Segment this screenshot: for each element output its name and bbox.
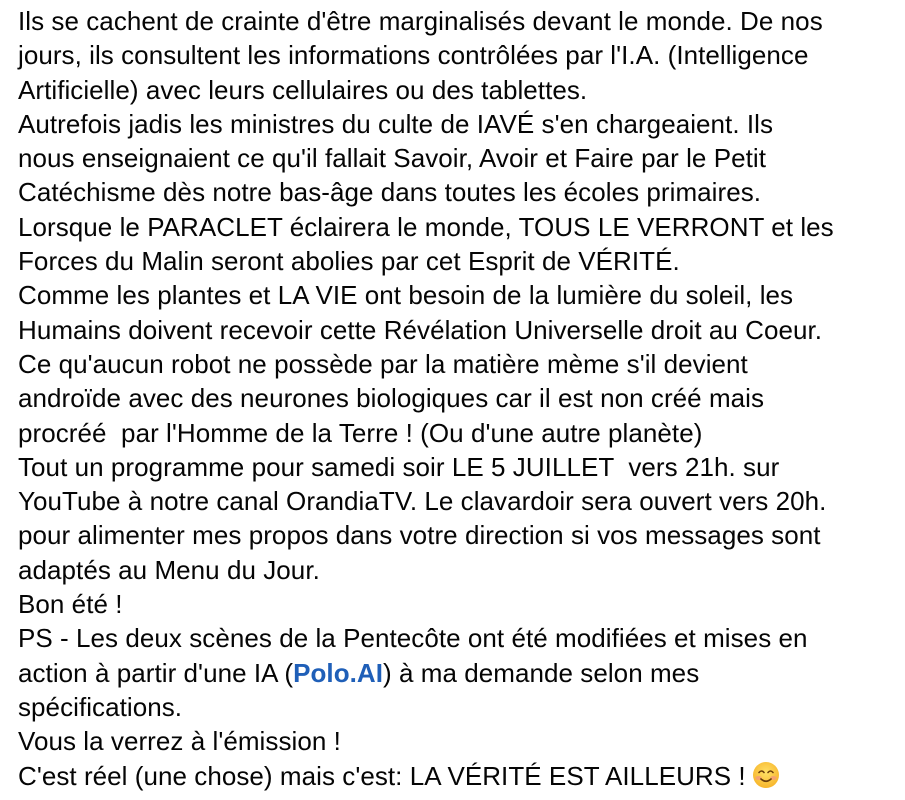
post-line: spécifications. bbox=[18, 691, 183, 722]
post-text-fragment: C'est réel (une chose) mais c'est: LA VÉRITÉ EST AILLEURS ! bbox=[18, 760, 746, 791]
post-text-fragment: action à partir d'une IA ( bbox=[18, 657, 294, 688]
post-line: Vous la verrez à l'émission ! bbox=[18, 726, 341, 757]
post-line: Ils se cachent de crainte d'être marginalisés devant le monde. De nos bbox=[18, 6, 823, 36]
post-line-final bbox=[18, 759, 898, 793]
post-line: pour alimenter mes propos dans votre direction si vos messages sont bbox=[18, 520, 821, 551]
post-line: procréé par l'Homme de la Terre ! (Ou d'une autre planète) bbox=[18, 417, 703, 448]
post-line: nous enseignaient ce qu'il fallait Savoir, Avoir et Faire par le Petit bbox=[18, 143, 766, 174]
post-line: adaptés au Menu du Jour. bbox=[18, 554, 320, 585]
post-line: Tout un programme pour samedi soir LE 5 JUILLET vers 21h. sur bbox=[18, 451, 780, 482]
post-line: PS - Les deux scènes de la Pentecôte ont été modifiées et mises en bbox=[18, 623, 808, 654]
post-line: YouTube à notre canal OrandiaTV. Le clavardoir sera ouvert vers 20h. bbox=[18, 486, 827, 517]
post-line: Forces du Malin seront abolies par cet Esprit de VÉRITÉ. bbox=[18, 246, 680, 277]
post-line: androïde avec des neurones biologiques car il est non créé mais bbox=[18, 383, 765, 414]
post-line: Autrefois jadis les ministres du culte de IAVÉ s'en chargeaient. Ils bbox=[18, 108, 774, 139]
post-line: jours, ils consultent les informations contrôlées par l'I.A. (Intelligence bbox=[18, 40, 809, 71]
post-text-fragment: ) à ma demande selon mes bbox=[383, 657, 700, 688]
post-line: Artificielle) avec leurs cellulaires ou des tablettes. bbox=[18, 74, 588, 105]
post-text bbox=[18, 4, 898, 793]
post-line-with-link bbox=[18, 656, 898, 690]
polo-ai-link[interactable]: Polo.AI bbox=[293, 657, 383, 688]
post-line: Catéchisme dès notre bas-âge dans toutes les écoles primaires. bbox=[18, 177, 762, 208]
smiling-face-icon bbox=[752, 761, 780, 797]
post-line: Humains doivent recevoir cette Révélation Universelle droit au Coeur. bbox=[18, 314, 823, 345]
post-line: Lorsque le PARACLET éclairera le monde, TOUS LE VERRONT et les bbox=[18, 211, 834, 242]
post-line: Ce qu'aucun robot ne possède par la matière mème s'il devient bbox=[18, 348, 748, 379]
post-line: Comme les plantes et LA VIE ont besoin de la lumière du soleil, les bbox=[18, 280, 794, 311]
post-line: Bon été ! bbox=[18, 589, 123, 620]
